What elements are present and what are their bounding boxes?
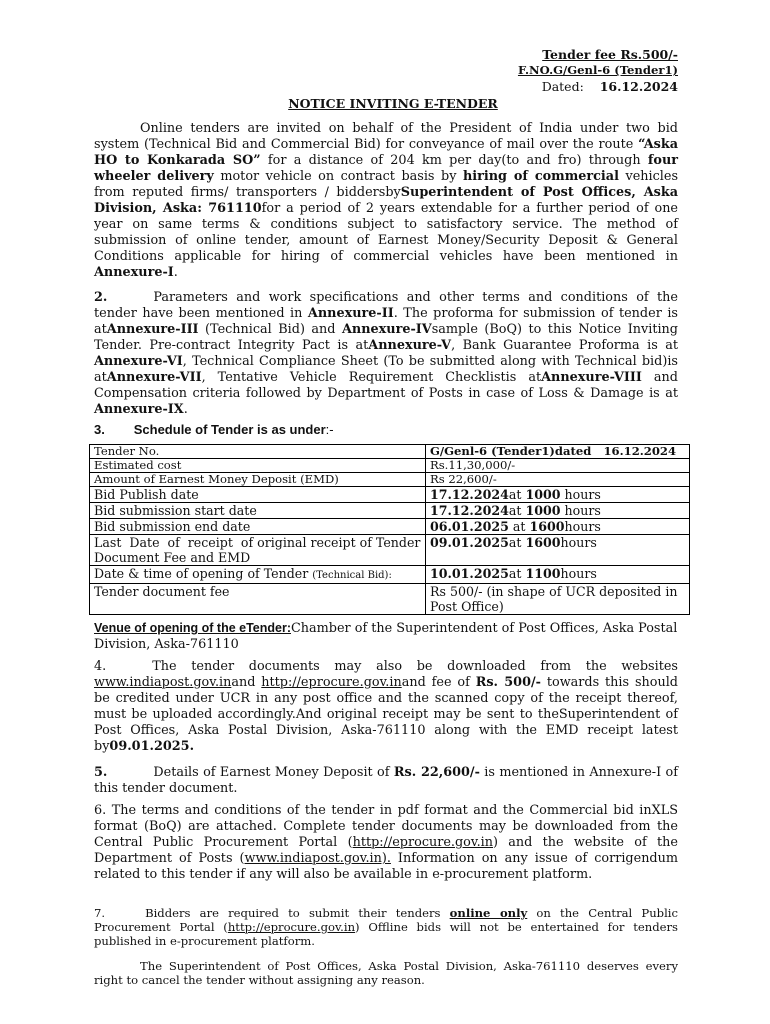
paragraph-8: The Superintendent of Post Offices, Aska Postal Division, Aska-761110 deserves every right to cancel the tender without assigning any reason. — [94, 959, 678, 987]
dated-value: 16.12.2024 — [599, 79, 678, 94]
venue-label: Venue of opening of the eTender: — [94, 621, 291, 635]
paragraph-7: 7. Bidders are required to submit their tenders online only on the Central Public Procurement Portal (http://eprocure.gov.in) Offline bids will not be entertained for tenders published in e-procurement platform. — [94, 906, 678, 948]
eprocure-link[interactable]: http://eprocure.gov.in — [227, 920, 356, 934]
indiapost-link[interactable]: www.indiapost.gov.in — [94, 675, 232, 690]
paragraph-6: 6. The terms and conditions of the tender in pdf format and the Commercial bid inXLS format (BoQ) are attached. Complete tender documents may be downloaded from the Central Public Procurement Portal (http://eprocure.gov.in) and the website of the Department of Posts (www.indiapost.gov.in). Information on any issue of corrigendum related to this tender if any will also be available in e-procurement platform. — [94, 803, 679, 882]
table-row: Bid Publish date 17.12.2024at 1000 hours — [90, 487, 690, 503]
table-row: Amount of Earnest Money Deposit (EMD) Rs 22,600/- — [90, 473, 690, 487]
table-row: Bid submission end date 06.01.2025 at 1600hours — [90, 519, 690, 535]
notice-title: NOTICE INVITING E-TENDER — [288, 96, 498, 111]
table-row: Bid submission start date 17.12.2024at 1000 hours — [90, 503, 690, 519]
section-3-heading: 3. Schedule of Tender is as under:- — [94, 422, 334, 437]
table-row: Tender No. G/Genl-6 (Tender1)dated 16.12.2024 — [90, 445, 690, 459]
table-row: Last Date of receipt of original receipt of Tender Document Fee and EMD 09.01.2025at 1600hours — [90, 535, 690, 566]
tender-fee: Tender fee Rs.500/- — [542, 47, 678, 62]
eprocure-link[interactable]: http://eprocure.gov.in — [352, 835, 493, 850]
dated-line — [542, 79, 678, 94]
venue-of-opening: Venue of opening of the eTender:Chamber of the Superintendent of Post Offices, Aska Postal Division, Aska-761110 — [94, 621, 678, 652]
file-number: F.NO.G/Genl-6 (Tender1) — [517, 63, 678, 77]
eprocure-link[interactable]: http://eprocure.gov.in — [261, 675, 402, 690]
paragraph-4: 4. The tender documents may also be downloaded from the websites www.indiapost.gov.inand http://eprocure.gov.inand fee of Rs. 500/- towards this should be credited under UCR in any post office and the scanned copy of the receipt thereof, must be uploaded accordingly.And original receipt may be sent to theSuperintendent of Post Offices, Aska Postal Division, Aska-761110 along with the EMD receipt latest by09.01.2025. — [94, 659, 678, 754]
paragraph-2: 2. Parameters and work specifications and other terms and conditions of the tender have been mentioned in Annexure-II. The proforma for submission of tender is atAnnexure-III (Technical Bid) and Annexure-IVsample (BoQ) to this Notice Inviting Tender. Pre-contract Integrity Pact is atAnnexure-V, Bank Guarantee Proforma is at Annexure-VI, Technical Compliance Sheet (To be submitted along with Technical bid)is atAnnexure-VII, Tentative Vehicle Requirement Checklistis atAnnexure-VIII and Compensation criteria followed by Department of Posts in case of Loss & Damage is at Annexure-IX. — [94, 290, 678, 417]
dated-label: Dated: — [541, 79, 584, 94]
schedule-table — [89, 444, 690, 615]
paragraph-1: Online tenders are invited on behalf of the President of India under two bid system (Technical Bid and Commercial Bid) for conveyance of mail over the route “Aska HO to Konkarada SO” for a distance of 204 km per day(to and fro) through four wheeler delivery motor vehicle on contract basis by hiring of commercial vehicles from reputed firms/ transporters / biddersbySuperintendent of Post Offices, Aska Division, Aska: 761110for a period of 2 years extendable for a further period of one year on same terms & conditions subject to satisfactory service. The method of submission of online tender, amount of Earnest Money/Security Deposit & General Conditions applicable for hiring of commercial vehicles have been mentioned in Annexure-I. — [94, 121, 679, 280]
paragraph-5: 5. Details of Earnest Money Deposit of Rs. 22,600/- is mentioned in Annexure-I of this tender document. — [94, 765, 678, 796]
table-row: Estimated cost Rs.11,30,000/- — [90, 459, 690, 473]
table-row: Date & time of opening of Tender (Technical Bid): 10.01.2025at 1100hours — [90, 566, 690, 584]
table-row: Tender document fee Rs 500/- (in shape of UCR deposited in Post Office) — [90, 584, 690, 615]
indiapost-link[interactable]: www.indiapost.gov.in). — [244, 851, 391, 866]
